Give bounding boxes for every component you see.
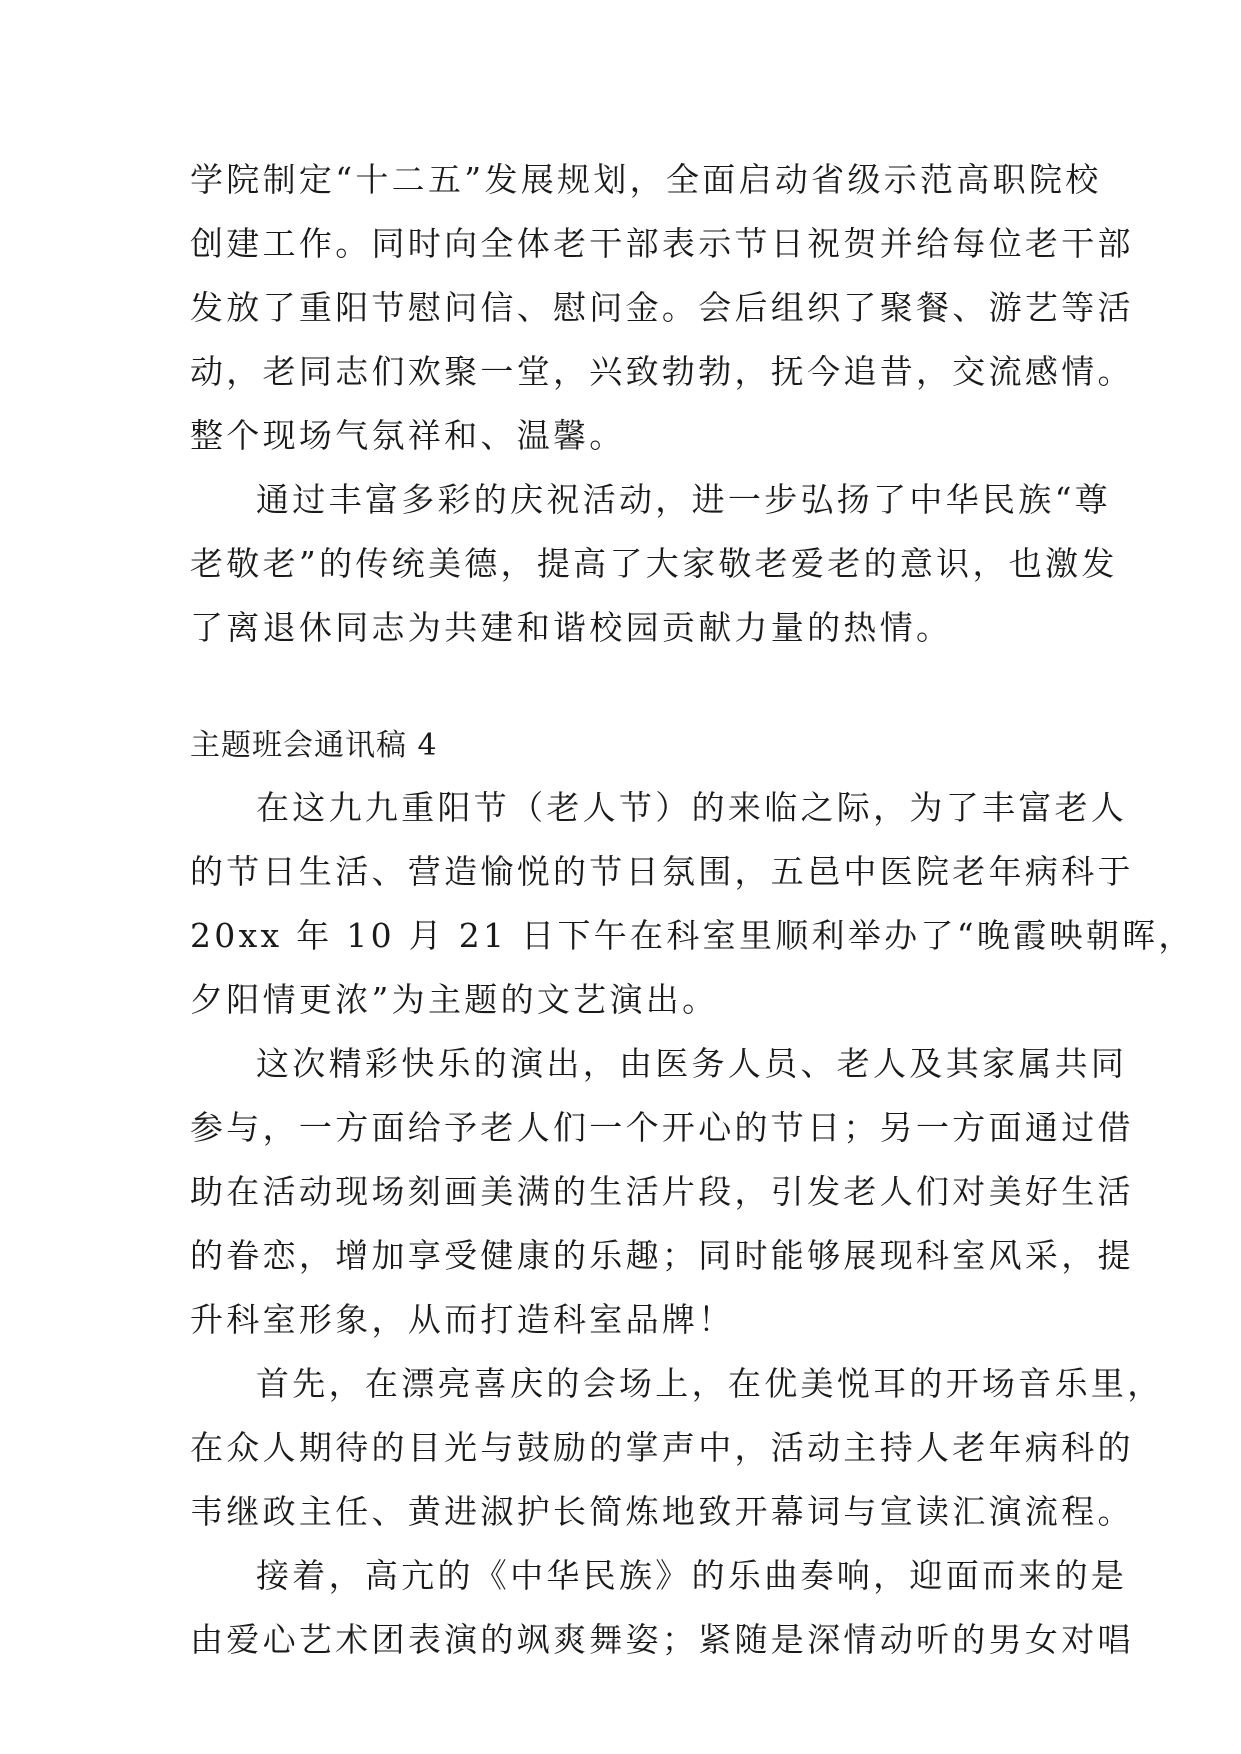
paragraph-line: 了离退休同志为共建和谐校园贡献力量的热情。 [190, 608, 953, 647]
paragraph-line: 20xx 年 10 月 21 日下午在科室里顺利举办了“晚霞映朝晖， [190, 916, 1195, 955]
paragraph-line: 学院制定“十二五”发展规划，全面启动省级示范高职院校 [190, 160, 1102, 199]
paragraph-line: 升科室形象，从而打造科室品牌！ [190, 1300, 735, 1339]
paragraph-line: 参与，一方面给予老人们一个开心的节日；另一方面通过借 [190, 1108, 1134, 1147]
paragraph-line: 这次精彩快乐的演出，由医务人员、老人及其家属共同 [256, 1044, 1128, 1083]
paragraph-line: 助在活动现场刻画美满的生活片段，引发老人们对美好生活 [190, 1172, 1134, 1211]
paragraph-line: 夕阳情更浓”为主题的文艺演出。 [190, 980, 719, 1019]
paragraph-line: 韦继政主任、黄进淑护长简炼地致开幕词与宣读汇演流程。 [190, 1492, 1134, 1531]
paragraph-line: 由爱心艺术团表演的飒爽舞姿；紧随是深情动听的男女对唱 [190, 1620, 1134, 1659]
paragraph-line: 通过丰富多彩的庆祝活动，进一步弘扬了中华民族“尊 [256, 480, 1112, 519]
section-heading: 主题班会通讯稿 4 [190, 728, 438, 763]
paragraph-line: 首先，在漂亮喜庆的会场上，在优美悦耳的开场音乐里， [256, 1364, 1164, 1403]
paragraph-line: 创建工作。同时向全体老干部表示节日祝贺并给每位老干部 [190, 224, 1134, 263]
paragraph-line: 整个现场气氛祥和、温馨。 [190, 416, 626, 455]
paragraph-line: 的眷恋，增加享受健康的乐趣；同时能够展现科室风采，提 [190, 1236, 1134, 1275]
paragraph-line: 的节日生活、营造愉悦的节日氛围，五邑中医院老年病科于 [190, 852, 1134, 891]
paragraph-line: 在众人期待的目光与鼓励的掌声中，活动主持人老年病科的 [190, 1428, 1134, 1467]
paragraph-line: 接着，高亢的《中华民族》的乐曲奏响，迎面而来的是 [256, 1556, 1128, 1595]
paragraph-line: 在这九九重阳节（老人节）的来临之际，为了丰富老人 [256, 788, 1128, 827]
paragraph-line: 动，老同志们欢聚一堂，兴致勃勃，抚今追昔，交流感情。 [190, 352, 1134, 391]
paragraph-line: 发放了重阳节慰问信、慰问金。会后组织了聚餐、游艺等活 [190, 288, 1134, 327]
paragraph-line: 老敬老”的传统美德，提高了大家敬老爱老的意识，也激发 [190, 544, 1118, 583]
